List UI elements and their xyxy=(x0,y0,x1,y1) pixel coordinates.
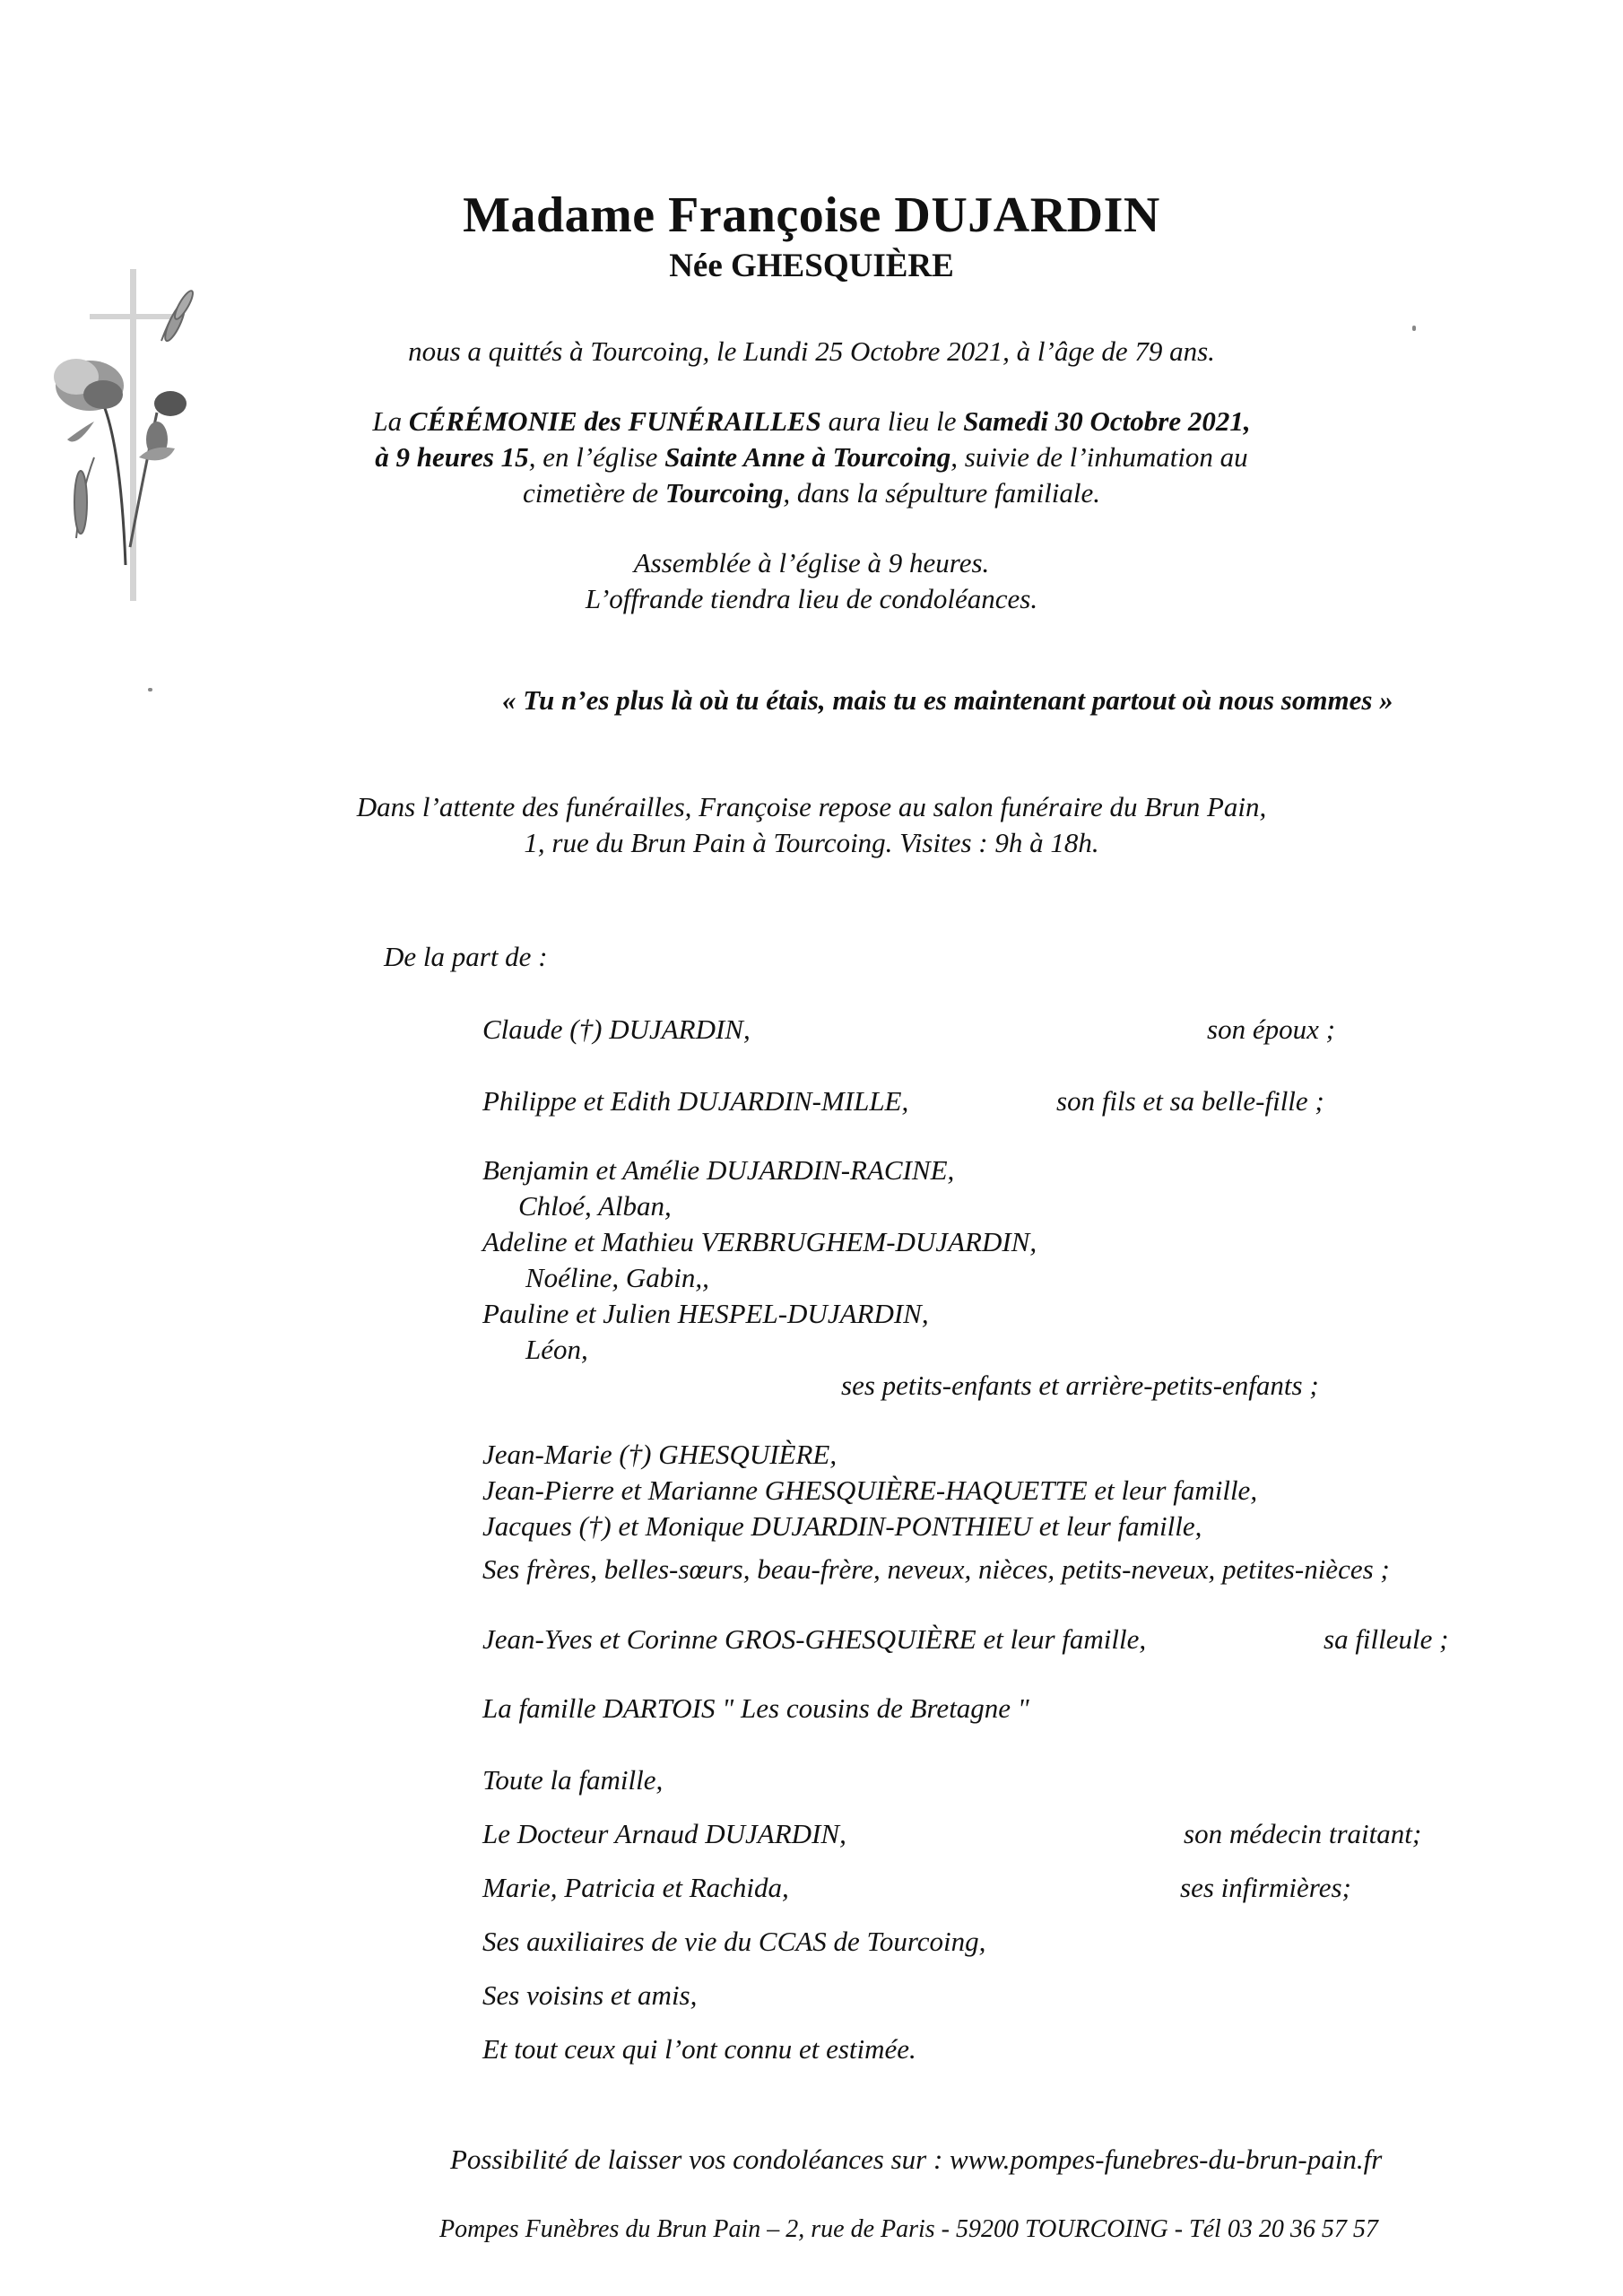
ceremony-text: La xyxy=(372,405,409,437)
ceremony-line-1 xyxy=(0,404,1623,439)
spouse-name: Claude (†) DUJARDIN, xyxy=(482,1013,751,1045)
ceremony-text: , suivie de l’inhumation au xyxy=(950,441,1248,473)
grandchild-entry: Noéline, Gabin,, xyxy=(525,1262,709,1293)
death-announcement: nous a quittés à Tourcoing, le Lundi 25 Octobre 2021, à l’âge de 79 ans. xyxy=(408,335,1215,367)
ceremony-time: à 9 heures 15 xyxy=(375,441,529,473)
ceremony-text: cimetière de xyxy=(522,477,665,509)
doctor-name: Le Docteur Arnaud DUJARDIN, xyxy=(482,1818,846,1849)
goddaughter-name: Jean-Yves et Corinne GROS-GHESQUIÈRE et leur famille, xyxy=(482,1623,1147,1655)
sibling-entry: Jean-Marie (†) GHESQUIÈRE, xyxy=(482,1439,838,1470)
grandchild-entry: Benjamin et Amélie DUJARDIN-RACINE, xyxy=(482,1154,955,1186)
ceremony-text: , dans la sépulture familiale. xyxy=(783,477,1101,509)
sibling-entry: Jacques (†) et Monique DUJARDIN-PONTHIEU et leur famille, xyxy=(482,1510,1202,1542)
doctor-role: son médecin traitant; xyxy=(1184,1818,1422,1849)
everyone-entry: Et tout ceux qui l’ont connu et estimée. xyxy=(482,2033,916,2065)
ceremony-line-3 xyxy=(0,475,1623,511)
from-label: De la part de : xyxy=(384,941,548,972)
grandchildren-role: ses petits-enfants et arrière-petits-enfants ; xyxy=(841,1370,1319,1401)
grandchild-entry: Chloé, Alban, xyxy=(518,1190,672,1222)
funeral-home-footer: Pompes Funèbres du Brun Pain – 2, rue de Paris - 59200 TOURCOING - Tél 03 20 36 57 57 xyxy=(439,2215,1378,2243)
maiden-name: Née GHESQUIÈRE xyxy=(669,248,954,284)
nurses-name: Marie, Patricia et Rachida, xyxy=(482,1872,789,1903)
cousins-entry: La famille DARTOIS " Les cousins de Bretagne " xyxy=(482,1692,1029,1724)
ceremony-text: aura lieu le xyxy=(820,405,964,437)
spouse-role: son époux ; xyxy=(1207,1013,1335,1045)
grandchild-entry: Léon, xyxy=(525,1334,588,1365)
all-family-entry: Toute la famille, xyxy=(482,1764,664,1796)
son-role: son fils et sa belle-fille ; xyxy=(1056,1085,1324,1117)
resting-place-line-2: 1, rue du Brun Pain à Tourcoing. Visites : 9h à 18h. xyxy=(524,827,1099,858)
grandchild-entry: Adeline et Mathieu VERBRUGHEM-DUJARDIN, xyxy=(482,1226,1037,1257)
ceremony-date: Samedi 30 Octobre 2021, xyxy=(963,405,1251,437)
sibling-entry: Jean-Pierre et Marianne GHESQUIÈRE-HAQUETTE et leur famille, xyxy=(482,1474,1258,1506)
grandchild-entry: Pauline et Julien HESPEL-DUJARDIN, xyxy=(482,1298,929,1329)
ceremony-cemetery: Tourcoing xyxy=(664,477,784,509)
siblings-role: Ses frères, belles-sœurs, beau-frère, neveux, nièces, petits-neveux, petites-nièces ; xyxy=(482,1553,1390,1585)
deceased-name: Madame Françoise DUJARDIN xyxy=(463,187,1160,243)
ceremony-church: Sainte Anne à Tourcoing xyxy=(664,441,951,473)
memorial-quote: « Tu n’es plus là où tu étais, mais tu es maintenant partout où nous sommes » xyxy=(502,684,1393,716)
goddaughter-role: sa filleule ; xyxy=(1324,1623,1449,1655)
resting-place-line-1: Dans l’attente des funérailles, Françoise repose au salon funéraire du Brun Pain, xyxy=(356,791,1267,822)
aides-entry: Ses auxiliaires de vie du CCAS de Tourcoing, xyxy=(482,1926,986,1957)
son-name: Philippe et Edith DUJARDIN-MILLE, xyxy=(482,1085,909,1117)
assembly-line: Assemblée à l’église à 9 heures. xyxy=(633,547,990,578)
condolences-note: Possibilité de laisser vos condoléances sur : www.pompes-funebres-du-brun-pain.fr xyxy=(450,2144,1383,2175)
neighbours-entry: Ses voisins et amis, xyxy=(482,1979,698,2011)
offering-line: L’offrande tiendra lieu de condoléances. xyxy=(585,583,1038,614)
scan-speck xyxy=(148,688,152,691)
ceremony-line-2 xyxy=(0,439,1623,475)
ceremony-title: CÉRÉMONIE des FUNÉRAILLES xyxy=(408,405,821,437)
nurses-role: ses infirmières; xyxy=(1180,1872,1351,1903)
scan-speck xyxy=(1412,326,1416,331)
ceremony-text: , en l’église xyxy=(528,441,665,473)
